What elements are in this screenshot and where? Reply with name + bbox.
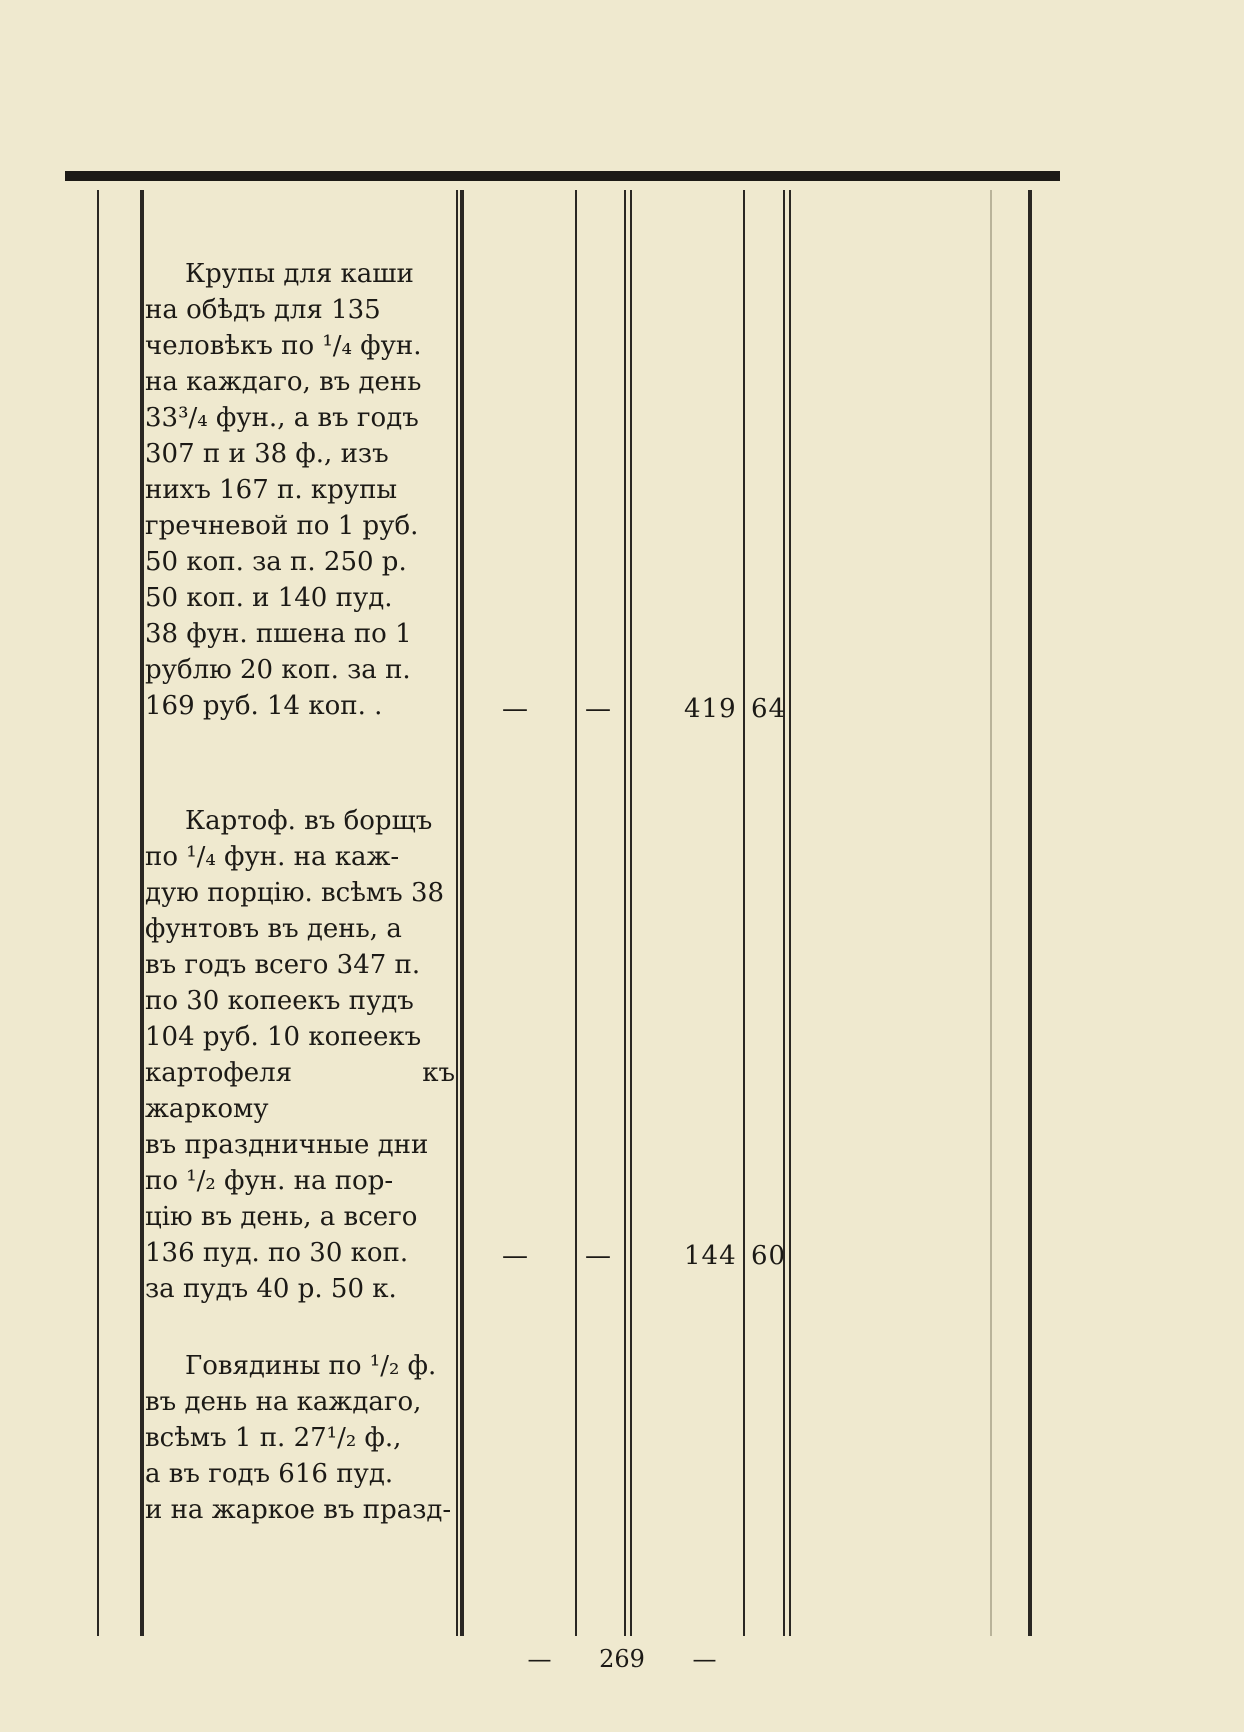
- entry-potatoes: [145, 803, 455, 1307]
- column-rule: [789, 190, 791, 1636]
- entry-line: на каждаго, въ день: [145, 367, 422, 397]
- entry-line: 50 коп. и 140 пуд.: [145, 583, 393, 613]
- page-number: 269: [599, 1645, 645, 1673]
- entry-line: всѣмъ 1 п. 27¹/₂ ф.,: [145, 1423, 402, 1453]
- entry-line: въ годъ всего 347 п.: [145, 950, 421, 980]
- entry-line: цію въ день, а всего: [145, 1202, 418, 1232]
- entry-line: въ день на каждаго,: [145, 1387, 422, 1417]
- page-footer: [0, 1645, 1244, 1673]
- entry-line: 50 коп. за п. 250 р.: [145, 547, 407, 577]
- footer-dash: —: [527, 1645, 552, 1673]
- amount-rubles: 144: [684, 1241, 737, 1271]
- entry-line: Крупы для каши: [185, 259, 414, 289]
- column-rule: [460, 190, 464, 1636]
- column-rule: [990, 190, 992, 1636]
- entry-line: дую порцію. всѣмъ 38: [145, 878, 445, 908]
- dash-mark: —: [502, 1241, 528, 1271]
- column-rule: [575, 190, 577, 1636]
- entry-line: 38 фун. пшена по 1: [145, 619, 412, 649]
- column-rule: [630, 190, 632, 1636]
- entry-line: по ¹/₄ фун. на каж-: [145, 842, 400, 872]
- column-rule: [456, 190, 458, 1636]
- column-rule: [743, 190, 745, 1636]
- column-rule: [140, 190, 144, 1636]
- entry-line: нихъ 167 п. крупы: [145, 475, 398, 505]
- entry-line: 136 пуд. по 30 коп.: [145, 1238, 409, 1268]
- column-rule: [1028, 190, 1032, 1636]
- column-rule: [783, 190, 785, 1636]
- entry-line: за пудъ 40 р. 50 к.: [145, 1274, 397, 1304]
- entry-line: по 30 копеекъ пудъ: [145, 986, 414, 1016]
- dash-mark: —: [585, 1241, 611, 1271]
- entry-line: Картоф. въ борщъ: [185, 806, 433, 836]
- entry-line: 104 руб. 10 копеекъ: [145, 1022, 422, 1052]
- amount-kopecks: 60: [751, 1241, 787, 1271]
- entry-line: 33³/₄ фун., а въ годъ: [145, 403, 419, 433]
- entry-line: рублю 20 коп. за п.: [145, 655, 411, 685]
- entry-line: картофеля къ жаркому: [145, 1058, 455, 1124]
- entry-line: 307 п и 38 ф., изъ: [145, 439, 389, 469]
- dash-mark: —: [502, 694, 528, 724]
- entry-line: на обѣдъ для 135: [145, 295, 381, 325]
- entry-line: человѣкъ по ¹/₄ фун.: [145, 331, 422, 361]
- entry-line: гречневой по 1 руб.: [145, 511, 419, 541]
- header-rule: [65, 171, 1060, 181]
- column-rule: [97, 190, 99, 1636]
- column-rule: [624, 190, 626, 1636]
- entry-beef: [145, 1348, 455, 1528]
- dash-mark: —: [585, 694, 611, 724]
- entry-groats: [145, 256, 455, 724]
- entry-line: 169 руб. 14 коп. .: [145, 691, 383, 721]
- entry-line: и на жаркое въ празд-: [145, 1495, 452, 1525]
- amount-rubles: 419: [684, 694, 737, 724]
- amount-kopecks: 64: [751, 694, 787, 724]
- entry-line: по ¹/₂ фун. на пор-: [145, 1166, 394, 1196]
- footer-dash: —: [692, 1645, 717, 1673]
- entry-line: Говядины по ¹/₂ ф.: [185, 1351, 437, 1381]
- entry-line: а въ годъ 616 пуд.: [145, 1459, 394, 1489]
- entry-line: въ праздничные дни: [145, 1130, 429, 1160]
- entry-line: фунтовъ въ день, а: [145, 914, 402, 944]
